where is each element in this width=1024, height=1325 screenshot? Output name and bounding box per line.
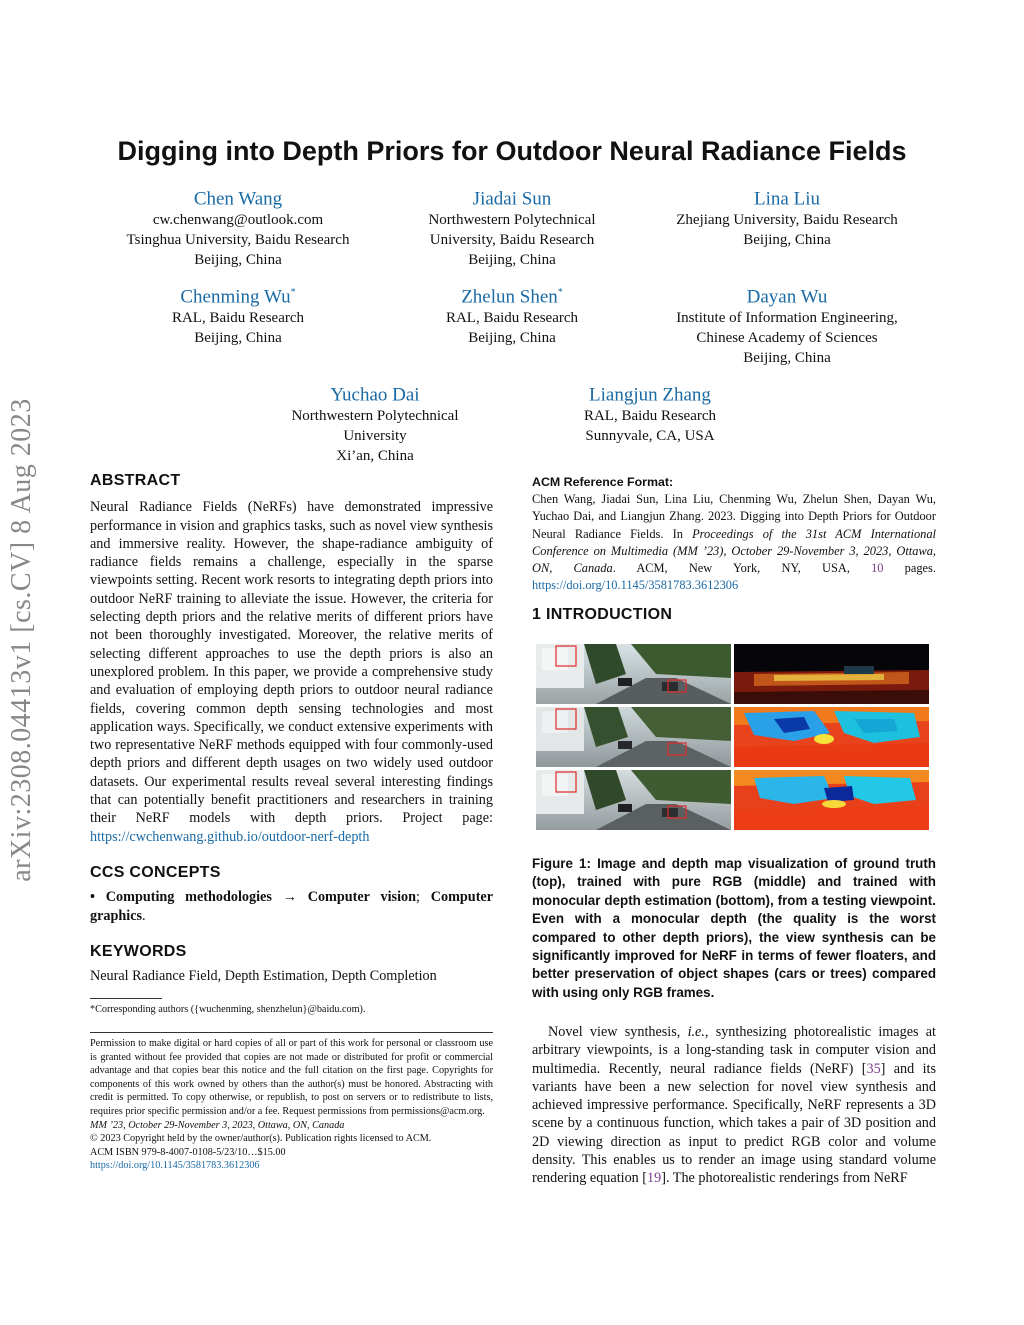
author-block [235, 380, 515, 466]
arxiv-id-text: arXiv:2308.04413v1 [cs.CV] 8 Aug 2023 [6, 398, 37, 882]
acm-reference [532, 474, 936, 594]
footnote-rule [90, 998, 162, 999]
page-count[interactable]: 10 [871, 561, 884, 576]
paper-title: Digging into Depth Priors for Outdoor Neural Radiance Fields [117, 136, 907, 166]
author-name[interactable]: Yuchao Dai [330, 384, 420, 406]
figure-1 [536, 644, 932, 832]
author-block [372, 282, 652, 348]
permission-text: Permission to make digital or hard copies of all or part of this work for personal or classroom use is granted without fee provided that copies are not made or distributed for profit or commercial advantage and that copies bear this notice and the full citation on the first page. Copyrights for components of this work owned by others than the author(s) must be honored. Abstracting with credit is permitted. To copy otherwise, or republish, to post on servers or to redistribute to lists, requires prior specific permission and/or a fee. Request permissions from permissions@acm.org. [90, 1038, 493, 1117]
author-affiliation: Institute of Information Engineering, Chinese Academy of Sciences Beijing, China [676, 310, 898, 367]
ccs-heading: CCS CONCEPTS [90, 863, 221, 881]
author-affiliation: RAL, Baidu Research Sunnyvale, CA, USA [583, 408, 717, 445]
author-name[interactable]: Liangjun Zhang [589, 384, 711, 406]
citation-link[interactable]: 19 [647, 1170, 662, 1187]
intro-paragraph: Novel view synthesis, i.e., synthesizing photorealistic images at arbitrary viewpoints, is a long-standing task in computer vision and multimedia. Recently, neural radiance fields (NeRF) [35] and its variants have been a new selection for novel view synthesis and achieved impressive performance. Specifically, NeRF represents a 3D scene by a continuous function, which takes a pair of 3D position and 2D viewing direction as input to predict RGB color and volume density. This enables us to render an image using standard volume rendering equation [19]. The photorealistic renderings from NeRF [532, 1024, 937, 1187]
intro-body [532, 1023, 936, 1188]
rgb-pure-rgb-image [536, 707, 731, 767]
intro-heading: 1 INTRODUCTION [532, 606, 673, 623]
figure-1-caption: Figure 1: Image and depth map visualization of ground truth (top), trained with pure RGB (middle) and trained with monocular depth estimation (bottom), from a testing viewpoint. Even with a monocular depth (the quality is the worst compared to other depth priors), the view synthesis can be significantly improved for NeRF in terms of fewer floaters, and better preservation of object shapes (cars or trees) compared with using only RGB frames. [532, 856, 936, 1000]
depth-monocular-depth-image [734, 770, 929, 830]
depth-pure-rgb-image [734, 707, 929, 767]
author-affiliation: Northwestern Polytechnical University Xi’an, China [291, 408, 459, 465]
rgb-ground-truth-image [536, 644, 731, 704]
citation-link[interactable]: 35 [866, 1060, 881, 1077]
left-column [90, 472, 493, 985]
author-block [98, 184, 378, 270]
acm-ref-heading: ACM Reference Format: [532, 475, 674, 489]
author-name[interactable]: Chen Wang [193, 188, 283, 210]
keywords-heading: KEYWORDS [90, 942, 187, 960]
author-affiliation: RAL, Baidu Research Beijing, China [171, 310, 305, 347]
abstract-body: Neural Radiance Fields (NeRFs) have demonstrated impressive performance in vision and graphics tasks, such as novel view synthesis and immersive reality. However, the shape-radiance ambiguity of radiance fields remains a challenge, especially in the sparse viewpoints setting. Recent work resorts to integrating depth priors into outdoor NeRF training to alleviate the issue. However, the criteria for selecting depth priors and the relative merits of different priors have not been thoroughly investigated. Moreover, the relative merits of selecting different approaches to use the depth priors is also an unexplored problem. In this paper, we provide a comprehensive study and evaluation of employing depth priors to outdoor neural radiance fields, covering common depth sensing technologies and most application ways. Specifically, we conduct extensive experiments with two representative NeRF methods equipped with four commonly-used depth priors and different depth usages on two widely used outdoor datasets. Our experimental results reveal several interesting findings that can potentially benefit practitioners and researchers in training their NeRF models with depth priors. Project page: https://cwchenwang.github.io/outdoor-nerf-depth [90, 499, 493, 845]
author-name[interactable]: Lina Liu [754, 188, 820, 210]
author-affiliation: cw.chenwang@outlook.com Tsinghua University, Baidu Research Beijing, China [126, 212, 350, 269]
abstract-heading: ABSTRACT [90, 472, 181, 489]
author-block [647, 282, 927, 368]
author-name[interactable]: Chenming Wu* [180, 286, 296, 308]
isbn-line: ACM ISBN 979-8-4007-0108-5/23/10…$15.00 [90, 1146, 286, 1158]
permission-rule [90, 1032, 493, 1033]
doi-link[interactable]: https://doi.org/10.1145/3581783.3612306 [90, 1160, 260, 1172]
author-block [372, 184, 652, 270]
depth-ground-truth-image [734, 644, 929, 704]
venue-line: MM ’23, October 29-November 3, 2023, Ottawa, ON, Canada [90, 1119, 345, 1131]
author-block [510, 380, 790, 446]
author-block [647, 184, 927, 250]
footnote: *Corresponding authors ({wuchenming, shenzhelun}@baidu.com). [90, 1004, 366, 1015]
author-affiliation: Northwestern Polytechnical University, Baidu Research Beijing, China [428, 212, 596, 269]
author-name[interactable]: Jiadai Sun [472, 188, 552, 210]
acm-ref-text: Chen Wang, Jiadai Sun, Lina Liu, Chenming Wu, Zhelun Shen, Dayan Wu, Yuchao Dai, and Liangjun Zhang. 2023. Digging into Depth Priors for Outdoor Neural Radiance Fields. In Proceedings of the 31st ACM International Conference on Multimedia (MM ’23), October 29-November 3, 2023, Ottawa, ON, Canada. ACM, New York, NY, USA, 10 pages. https://doi.org/10.1145/3581783.3612306 [532, 492, 936, 593]
project-page-link[interactable]: https://cwchenwang.github.io/outdoor-nerf-depth [90, 828, 370, 845]
author-name[interactable]: Zhelun Shen* [461, 286, 563, 308]
permission-block [90, 1037, 493, 1173]
acm-ref-doi-link[interactable]: https://doi.org/10.1145/3581783.3612306 [532, 578, 739, 593]
author-affiliation: RAL, Baidu Research Beijing, China [445, 310, 579, 347]
author-name[interactable]: Dayan Wu [746, 286, 828, 308]
keywords-text: Neural Radiance Field, Depth Estimation, Depth Completion [90, 968, 437, 985]
author-affiliation: Zhejiang University, Baidu Research Beijing, China [676, 212, 898, 249]
rgb-monocular-depth-image [536, 770, 731, 830]
copyright-line: © 2023 Copyright held by the owner/author(s). Publication rights licensed to ACM. [90, 1133, 432, 1145]
ccs-concepts: • Computing methodologies → Computer vision; Computer graphics. [90, 889, 494, 924]
author-block [98, 282, 378, 348]
